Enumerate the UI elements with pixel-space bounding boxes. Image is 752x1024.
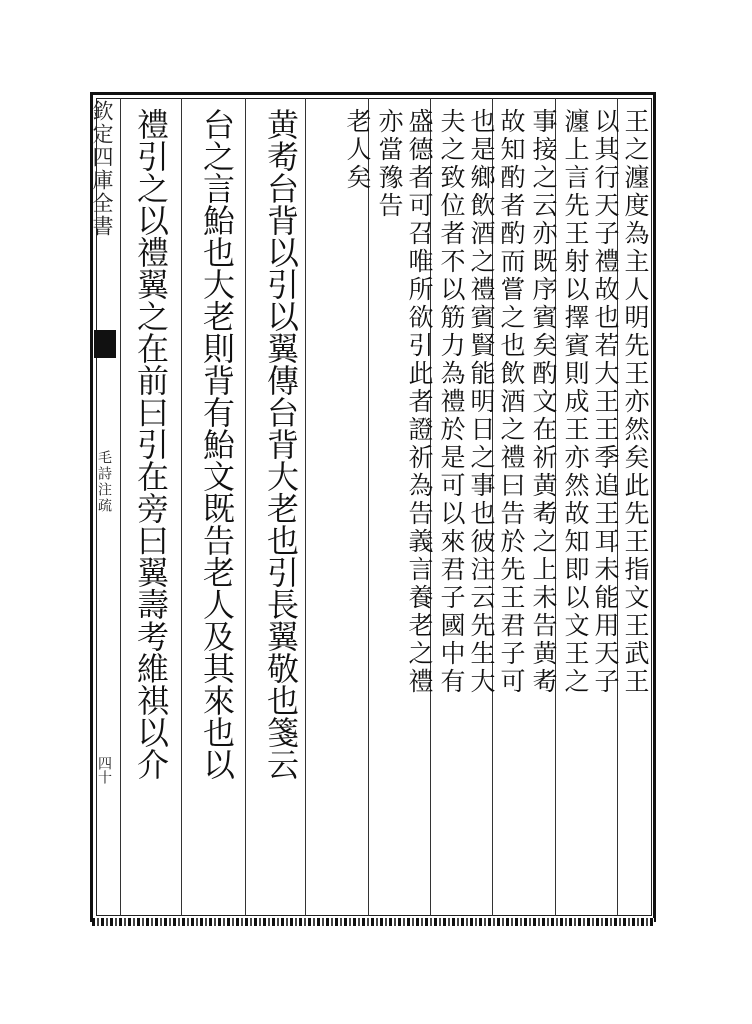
margin-book-title: 毛詩注疏	[96, 450, 112, 514]
column-rule	[245, 98, 246, 916]
text-column: 以其行天子禮故也若大王王季追王耳未能用天子	[591, 108, 620, 696]
text-column: 王之瀍度為主人明先王亦然矣此先王指文王武王	[621, 108, 650, 696]
text-column: 台之言鮐也大老則背有鮐文既告老人及其來也以	[198, 108, 236, 780]
text-column: 亦當豫告	[375, 108, 404, 220]
text-column: 故知酌者酌而嘗之也飲酒之禮曰告於先王君子可	[497, 108, 526, 696]
column-rule	[305, 98, 306, 916]
text-column: 盛德者可召唯所欲引此者證祈為告義言養老之禮	[405, 108, 434, 696]
column-rule	[120, 98, 121, 916]
text-column: 也是鄉飲酒之禮賓賢能明日之事也彼注云先生大	[467, 108, 496, 696]
text-column: 禮引之以禮翼之在前曰引在旁曰翼壽考維祺以介	[132, 108, 170, 780]
bottom-border-band	[92, 918, 654, 926]
text-column: 黄耇台背以引以翼傳台背大老也引長翼敬也箋云	[262, 108, 300, 780]
column-rule	[181, 98, 182, 916]
text-column: 夫之致位者不以筋力為禮於是可以來君子國中有	[437, 108, 466, 696]
margin-collection-title: 欽定四庫全書	[90, 100, 114, 238]
fishtail-mark	[94, 330, 116, 358]
text-column: 瀍上言先王射以擇賓則成王亦然故知即以文王之	[561, 108, 590, 696]
column-rule	[368, 98, 369, 916]
text-column: 老人矣	[343, 108, 372, 192]
margin-page-number: 四十	[96, 756, 112, 784]
text-column: 事接之云亦既序賓矣酌文在祈黄耇之上未告黄耇	[529, 108, 558, 696]
